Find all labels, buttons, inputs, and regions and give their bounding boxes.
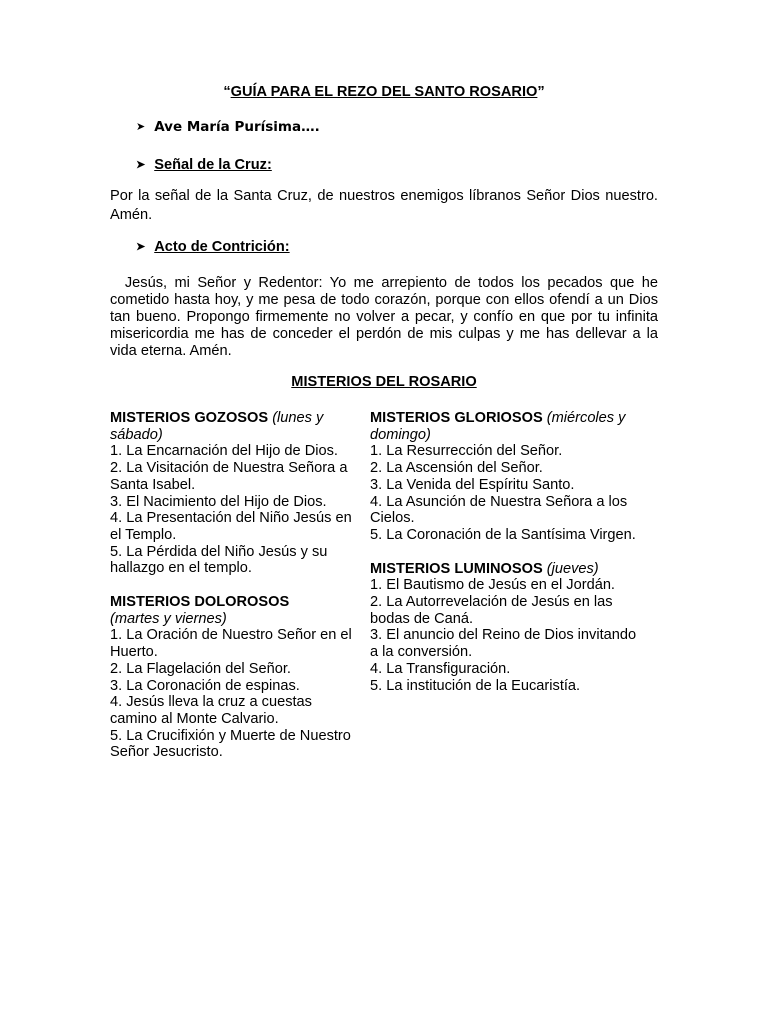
group-name: MISTERIOS DOLOROSOS — [110, 594, 290, 611]
list-item: 3. La Coronación de espinas. — [110, 677, 300, 694]
right-column — [370, 410, 638, 711]
list-item: 4. La Presentación del Niño Jesús en el Templo. — [110, 510, 352, 543]
group-days: (lunes y sábado) — [110, 410, 324, 443]
list-item: 5. La institución de la Eucaristía. — [370, 677, 581, 694]
misterios-luminosos — [370, 561, 638, 695]
list-item: 2. La Visitación de Nuestra Señora a Santa Isabel. — [110, 460, 348, 493]
title-text: GUÍA PARA EL REZO DEL SANTO ROSARIO — [230, 84, 538, 100]
acto-contricion-text — [110, 275, 658, 360]
bullet-senal-cruz — [136, 157, 272, 174]
list-item: 2. La Autorrevelación de Jesús en las bodas de Caná. — [370, 594, 613, 627]
list-item: 4. La Transfiguración. — [370, 660, 511, 677]
list-item: 5. La Coronación de la Santísima Virgen. — [370, 526, 636, 543]
acto-contricion-heading: Acto de Contrición: — [154, 239, 290, 255]
list-item: 4. La Asunción de Nuestra Señora a los Cielos. — [370, 493, 628, 527]
list-item: 1. El Bautismo de Jesús en el Jordán. — [370, 577, 615, 594]
arrowhead-right-icon: ➤ — [136, 159, 146, 171]
list-item: 2. La Flagelación del Señor. — [110, 660, 291, 677]
list-item: 3. El anuncio del Reino de Dios invitando a la conversión. — [370, 627, 637, 661]
senal-cruz-heading: Señal de la Cruz: — [154, 157, 272, 173]
bullet-acto-contricion — [136, 239, 290, 256]
page-title — [0, 84, 768, 101]
misterios-dolorosos — [110, 594, 358, 761]
left-column — [110, 410, 358, 778]
group-name: MISTERIOS GOZOSOS — [110, 410, 269, 426]
list-item: 3. La Venida del Espíritu Santo. — [370, 476, 575, 493]
arrowhead-right-icon: ➤ — [136, 120, 146, 133]
list-item: 1. La Oración de Nuestro Señor en el Huerto. — [110, 627, 352, 661]
acto-contricion-body: Jesús, mi Señor y Redentor: Yo me arrepiento de todos los pecados que he cometido hasta hoy, y me pesa de todo corazón, porque con ellos ofendí a un Dios tan bueno. Propongo firmemente no volver a pecar, y confío en que por tu infinita misericordia me has de conceder el perdón de mis culpas y me has dellevar a la vida eterna. Amén. — [110, 275, 659, 359]
list-item: 1. La Encarnación del Hijo de Dios. — [110, 443, 338, 460]
title-close-quote: ” — [537, 84, 545, 100]
ave-maria-label: Ave María Purísima…. — [154, 119, 320, 135]
arrowhead-right-icon: ➤ — [136, 241, 146, 253]
list-item: 2. La Ascensión del Señor. — [370, 460, 543, 477]
title-open-quote: “ — [223, 84, 231, 100]
misterios-gloriosos — [370, 410, 638, 544]
senal-cruz-text: Por la señal de la Santa Cruz, de nuestros enemigos líbranos Señor Dios nuestro. Amén. — [110, 188, 658, 223]
group-name: MISTERIOS LUMINOSOS — [370, 560, 543, 577]
bullet-ave-maria — [136, 119, 320, 136]
misterios-heading: MISTERIOS DEL ROSARIO — [291, 374, 477, 390]
group-name: MISTERIOS GLORIOSOS — [370, 410, 543, 426]
group-days: (jueves) — [546, 560, 599, 577]
list-item: 3. El Nacimiento del Hijo de Dios. — [110, 493, 327, 510]
list-item: 4. Jesús lleva la cruz a cuestas camino al Monte Calvario. — [110, 694, 312, 727]
list-item: 5. La Pérdida del Niño Jesús y su hallazgo en el templo. — [110, 543, 328, 577]
list-item: 1. La Resurrección del Señor. — [370, 443, 563, 460]
list-item: 5. La Crucifixión y Muerte de Nuestro Señor Jesucristo. — [110, 727, 351, 761]
group-days: (miércoles y domingo) — [370, 410, 626, 443]
misterios-gozosos — [110, 410, 358, 577]
group-days: (martes y viernes) — [110, 610, 227, 627]
